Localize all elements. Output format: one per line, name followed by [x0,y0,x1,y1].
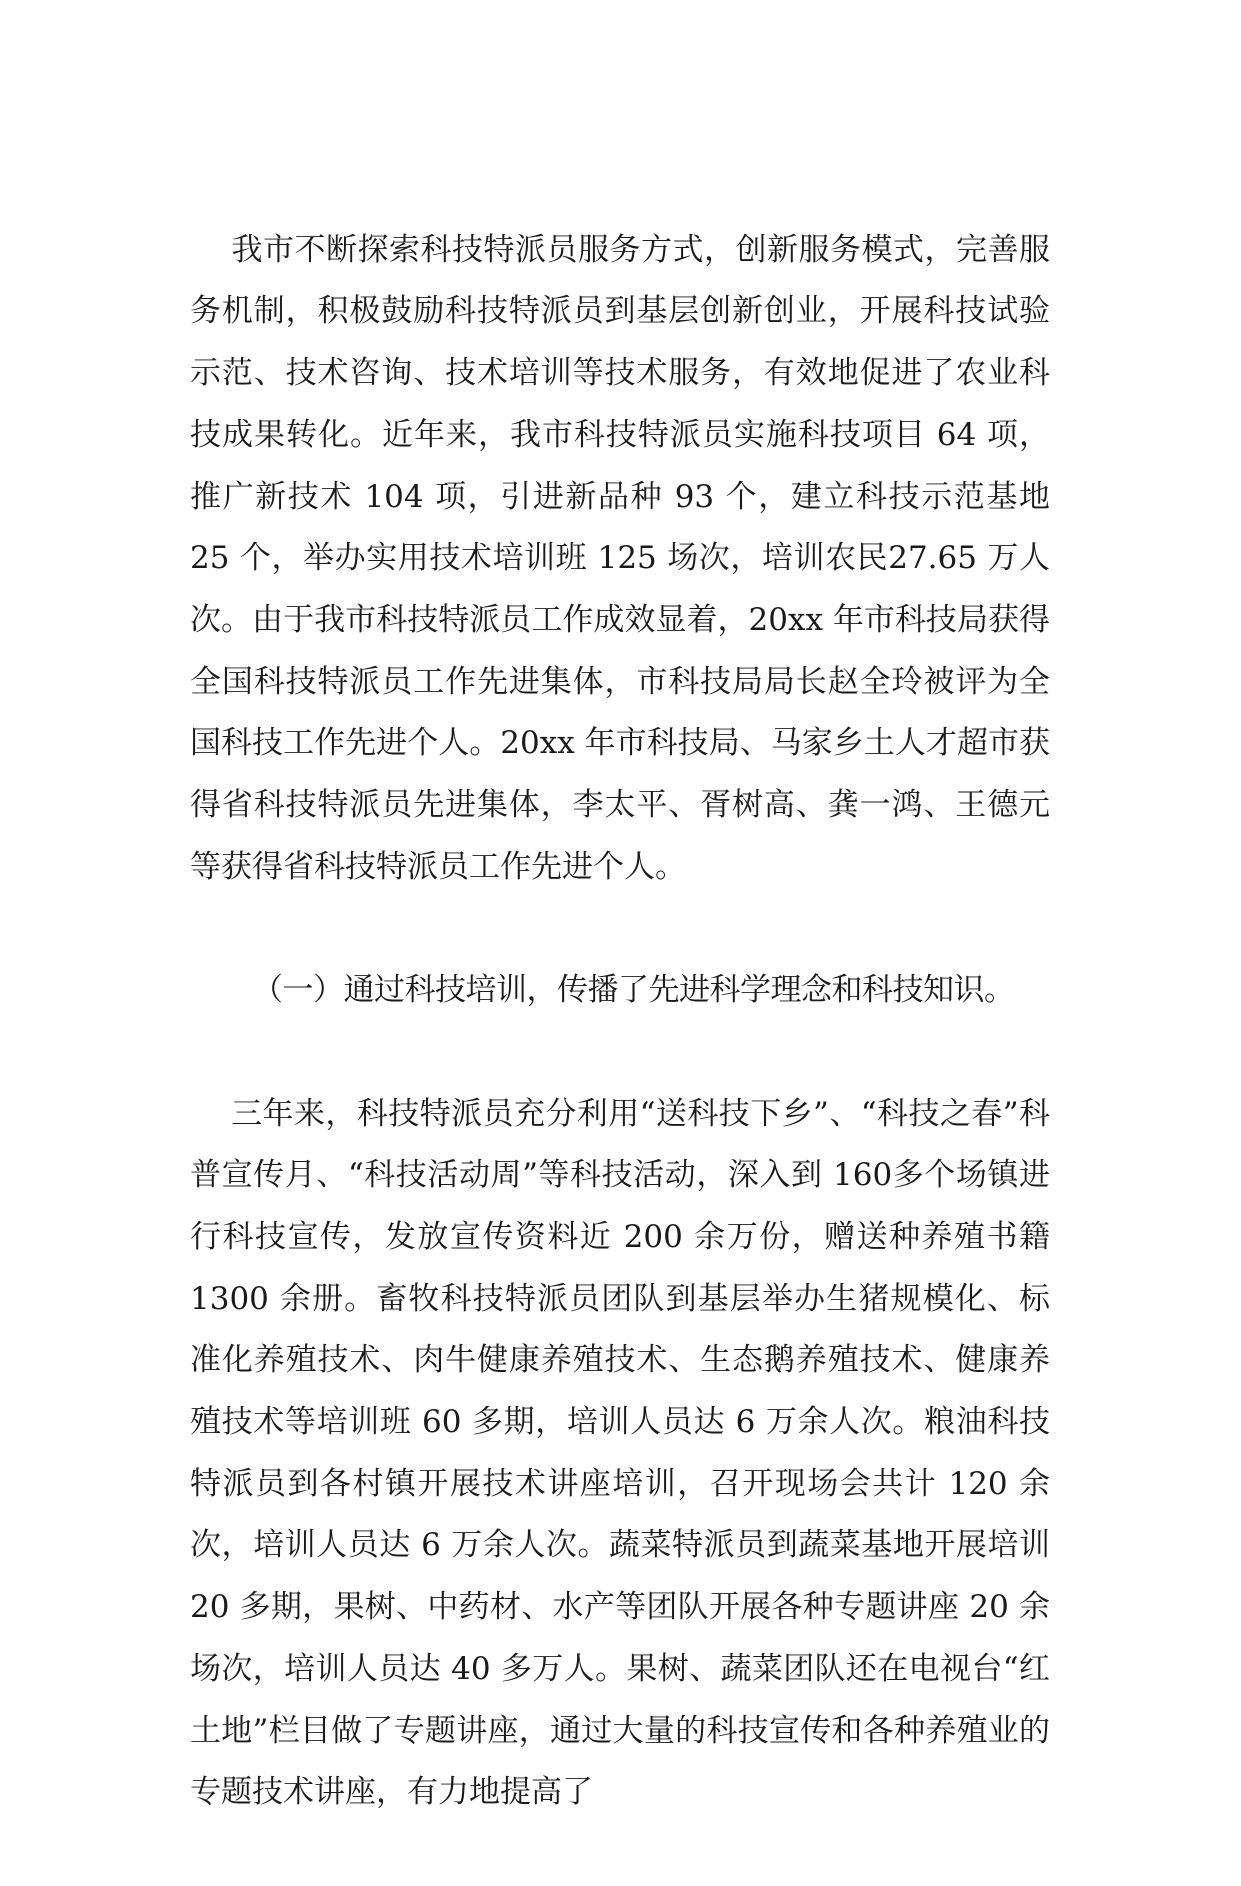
p1-line-7: 27.65 万人次。由于我市科技特派员工作成效显着，20xx 年 [190,540,1050,638]
p1-line-10: 家乡土人才超市获得省科技特派员先进集体，李太平、胥树 [190,725,1051,824]
p2-line-4: 种养殖书籍 1300 余册。畜牧科技特派员团队到基层举办生 [190,1218,1060,1317]
p1-line-3: 技试验示范、技术咨询、技术培训等技术服务，有效地促进 [190,293,1051,392]
p1-line-4: 了农业科技成果转化。近年来，我市科技特派员实施科技项 [190,355,1050,453]
p2-line-6: 殖技术、健康养殖技术等培训班 60 多期，培训人员达 6 万 [190,1342,1051,1441]
p2-line-1: 三年来，科技特派员充分利用“送科技下乡”、“科技之 [231,1095,972,1132]
paragraph-1 [190,158,1060,960]
document-page [190,158,1060,1886]
section-heading: （一）通过科技培训，传播了先进科学理念和科技知识。 [252,972,1015,1009]
p1-line-6: 示范基地 25 个，举办实用技术培训班 125 场次，培训农民 [190,478,1060,577]
p1-line-1: 我市不断探索科技特派员服务方式，创新服务模式，完 [231,231,988,268]
p2-line-7: 余人次。粮油科技特派员到各村镇开展技术讲座培训，召开 [190,1404,1050,1502]
p2-line-8: 现场会共计 120 余次，培训人员达 6 万余人次。蔬菜特派员 [190,1465,1050,1564]
paragraph-2 [190,1022,1060,1886]
p2-line-5: 猪规模化、标准化养殖技术、肉牛健康养殖技术、生态鹅养 [190,1280,1051,1379]
p2-line-10: 开展各种专题讲座 20 余场次，培训人员达 40 多万人。果树、 [190,1589,1050,1687]
p2-line-2: 春”科普宣传月、“科技活动周”等科技活动，深入到 160 [190,1095,1050,1194]
p2-line-3: 多个场镇进行科技宣传，发放宣传资料近 200 余万份，赠送 [190,1157,1051,1255]
p1-line-11: 高、龚一鸿、王德元等获得省科技特派员工作先进个人。 [190,787,1050,885]
p2-line-9: 到蔬菜基地开展培训 20 多期，果树、中药材、水产等团队 [190,1527,1060,1626]
p1-line-5: 目 64 项，推广新技术 104 项，引进新品种 93 个，建立科技 [190,416,1051,515]
p2-line-12: 量的科技宣传和各种养殖业的专题技术讲座，有力地提高了 [190,1712,1051,1811]
p1-line-2: 善服务机制，积极鼓励科技特派员到基层创新创业，开展科 [190,231,1051,330]
p1-line-9: 赵全玲被评为全国科技工作先进个人。20xx 年市科技局、马 [190,663,1051,762]
p1-line-8: 市科技局获得全国科技特派员工作先进集体，市科技局局长 [190,601,1051,700]
p2-line-11: 蔬菜团队还在电视台“红土地”栏目做了专题讲座，通过大 [190,1650,1050,1749]
